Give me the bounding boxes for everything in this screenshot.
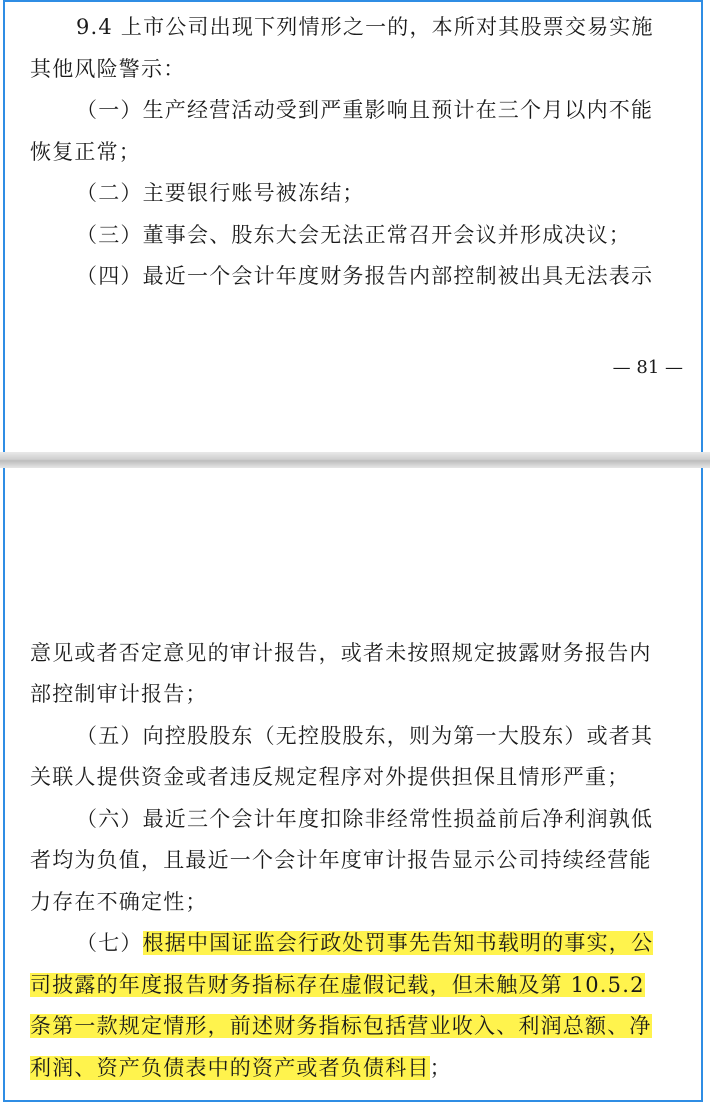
text-line: （六）最近三个会计年度扣除非经常性损益前后净利润孰低 [76, 807, 654, 831]
text-line: （三）董事会、股东大会无法正常召开会议并形成决议； [76, 223, 631, 247]
text-line: 部控制审计报告； [30, 682, 208, 706]
text-line: （四）最近一个会计年度财务报告内部控制被出具无法表示 [76, 264, 654, 288]
text-line [30, 1011, 652, 1041]
text-line: 者均为负值，且最近一个会计年度审计报告显示公司持续经营能 [30, 848, 652, 872]
text-line [30, 1053, 452, 1083]
highlighted-text: 根据中国证监会行政处罚事先告知书载明的事实，公 [142, 931, 654, 955]
text-line: 关联人提供资金或者违反规定程序对外提供担保且情形严重； [30, 765, 630, 789]
document-page-top [3, 0, 703, 452]
text-line: 力存在不确定性； [30, 890, 208, 914]
item7-first-line [76, 928, 653, 958]
item7-label: （七） [76, 931, 143, 955]
highlighted-text: 利润、资产负债表中的资产或者负债科目 [30, 1056, 430, 1080]
page-separator [0, 452, 710, 468]
document-page-bottom [3, 468, 703, 1102]
text-line: （二）主要银行账号被冻结； [76, 181, 365, 205]
text-line: 恢复正常； [30, 140, 141, 164]
highlighted-text: 司披露的年度报告财务指标存在虚假记载，但未触及第 10.5.2 [30, 973, 645, 997]
page-number: — 81 — [612, 357, 683, 378]
text-line: （一）生产经营活动受到严重影响且预计在三个月以内不能 [76, 98, 654, 122]
highlighted-text: 条第一款规定情形，前述财务指标包括营业收入、利润总额、净 [30, 1014, 652, 1038]
text-line: 其他风险警示： [30, 57, 186, 81]
item7-end-punct: ； [429, 1056, 452, 1080]
text-line: （五）向控股股东（无控股股东，则为第一大股东）或者其 [76, 724, 654, 748]
text-line: 9.4 上市公司出现下列情形之一的，本所对其股票交易实施 [76, 15, 654, 39]
text-line: 意见或者否定意见的审计报告，或者未按照规定披露财务报告内 [30, 641, 652, 665]
text-line [30, 970, 645, 1000]
